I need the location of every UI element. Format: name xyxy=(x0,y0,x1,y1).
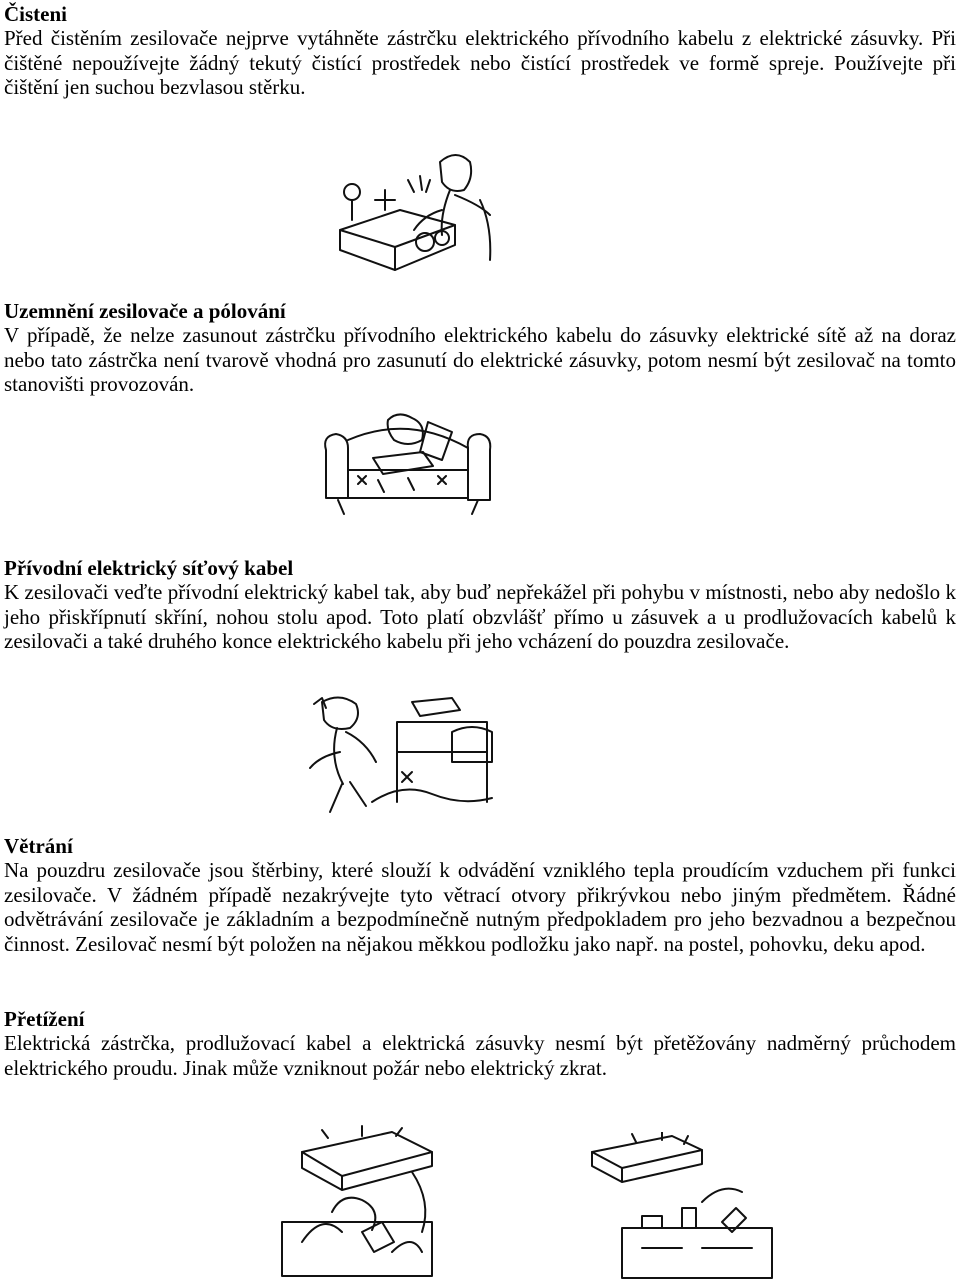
text-ventilation: Na pouzdru zesilovače jsou štěrbiny, které slouží k odvádění vzniklého tepla proudícím vzduchem při funkci zesilovače. V žádném případě nezakrývejte tyto větrací otvory přikrývkou nebo jiným předmětem. Řádné odvětrávání zesilovače je základním a bezpodmínečně nutným předpokladem pro jeho bezvadnou a bezpečnou činnost. Zesilovač nesmí být položen na nějakou měkkou podložku jako např. na postel, pohovku, deku apod. xyxy=(4,858,956,956)
section-grounding xyxy=(4,299,956,397)
section-cable xyxy=(4,556,956,654)
heading-cable: Přívodní elektrický síťový kabel xyxy=(4,556,294,580)
overloaded-desk-illustration xyxy=(582,1132,782,1282)
overloaded-socket-illustration xyxy=(262,1122,462,1282)
section-ventilation xyxy=(4,834,956,956)
person-tripping-over-cable-illustration xyxy=(302,692,512,817)
heading-grounding: Uzemnění zesilovače a pólování xyxy=(4,299,286,323)
heading-overload: Přetížení xyxy=(4,1007,85,1031)
text-overload: Elektrická zástrčka, prodlužovací kabel a elektrická zásuvky nesmí být přetěžovány nadměrný průchodem elektrického proudu. Jinak může vzniknout požár nebo elektrický zkrat. xyxy=(4,1031,956,1080)
section-overload xyxy=(4,1007,956,1080)
man-wiping-device-illustration xyxy=(330,150,510,275)
text-grounding: V případě, že nelze zasunout zástrčku přívodního elektrického kabelu do zásuvky elektrické sítě až na doraz nebo tato zástrčka není tvarově vhodná pro zasunutí do elektrické zásuvky, potom nesmí být zesilovač na tomto stanovišti provozován. xyxy=(4,323,956,396)
device-on-sofa-illustration xyxy=(318,410,498,525)
text-cable: K zesilovači veďte přívodní elektrický kabel tak, aby buď nepřekážel při pohybu v místnosti, nebo aby nedošlo k jeho přiskřípnutí skříní, nohou stolu apod. Toto platí obzvlášť přímo u zásuvek a u prodlužovacích kabelů k zesilovači a také druhého konce elektrického kabelu při jeho vcházení do pouzdra zesilovače. xyxy=(4,580,956,653)
heading-ventilation: Větrání xyxy=(4,834,73,858)
heading-cleaning: Čisteni xyxy=(4,2,67,26)
text-cleaning: Před čistěním zesilovače nejprve vytáhněte zástrčku elektrického přívodního kabelu z elektrické zásuvky. Při čištěné nepoužívejte žádný tekutý čistící prostředek nebo čistící prostředek ve formě spreje. Používejte při čištění jen suchou bezvlasou stěrku. xyxy=(4,26,956,99)
section-cleaning xyxy=(4,2,956,100)
